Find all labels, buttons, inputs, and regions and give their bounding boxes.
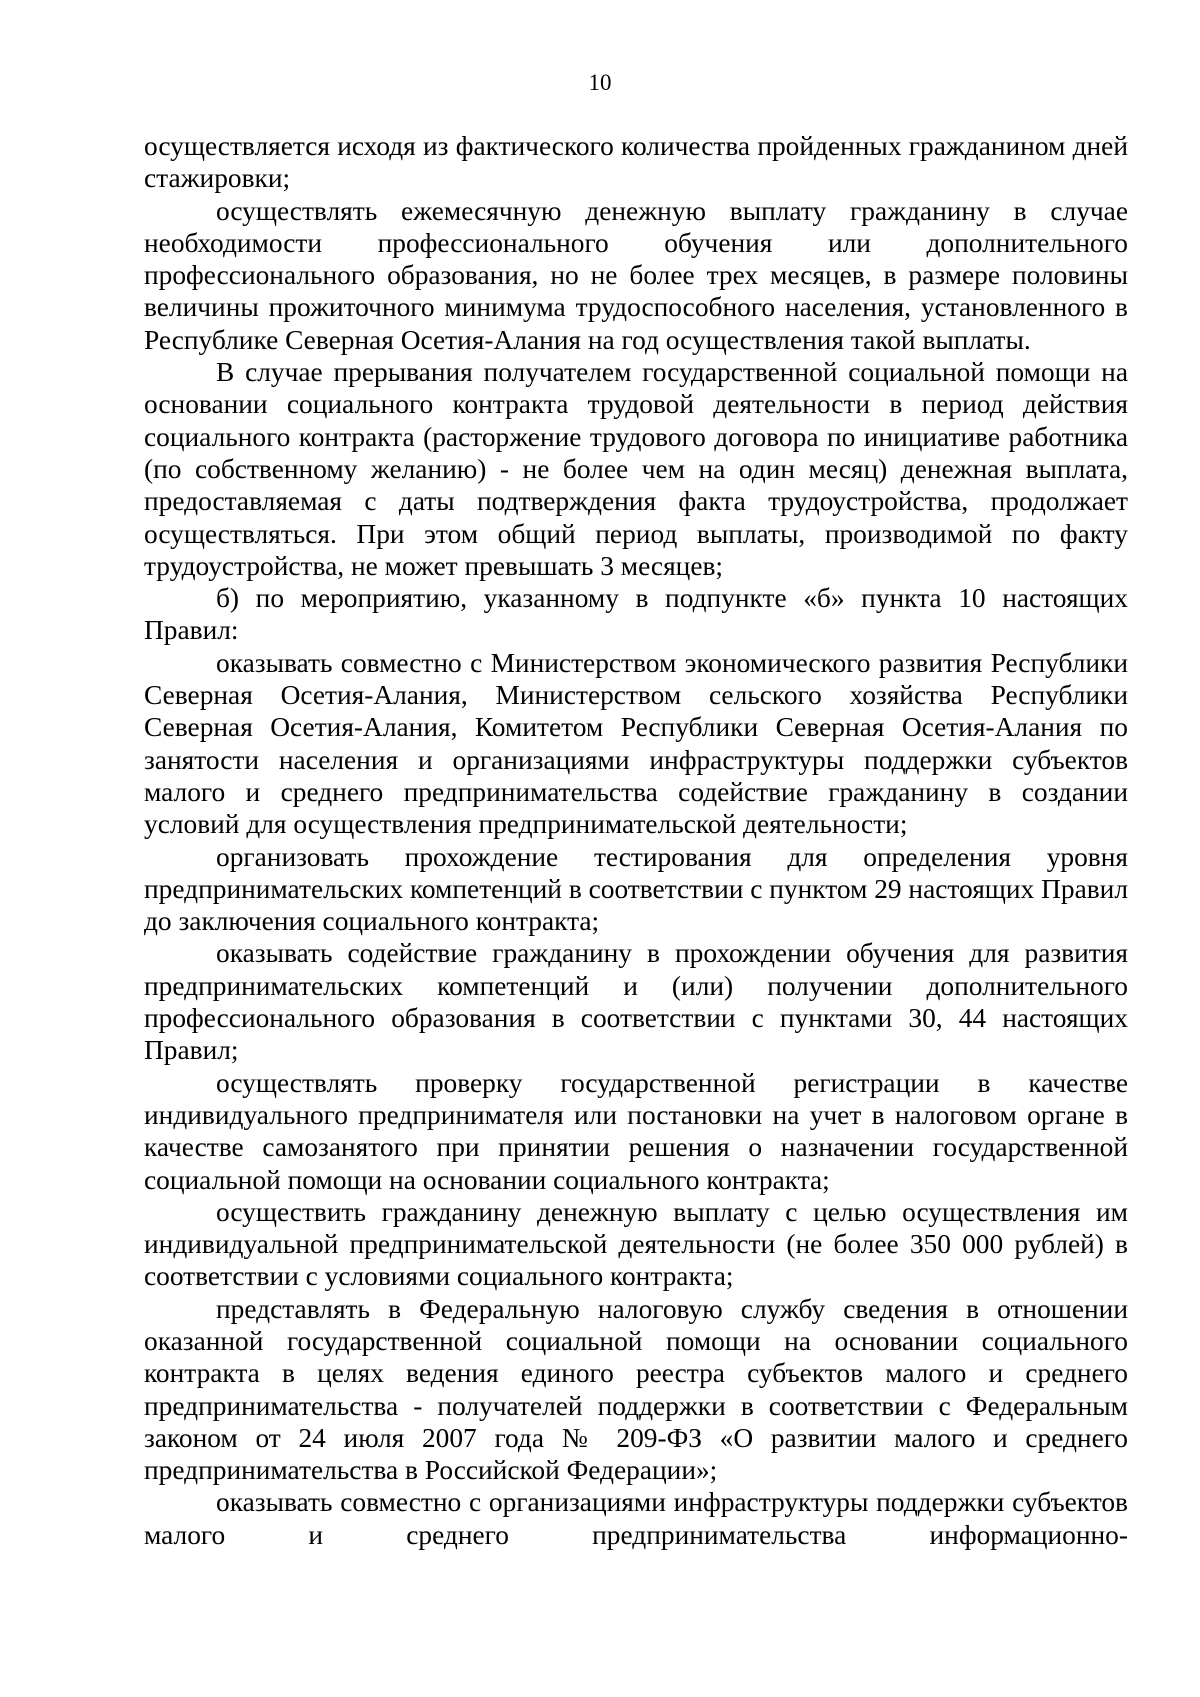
paragraph-9: осуществить гражданину денежную выплату с целью осуществления им индивидуальной предпринимательской деятельности (не более 350 000 рублей) в соответствии с условиями социального контракта; xyxy=(144,1196,1128,1292)
paragraph-5: оказывать совместно с Министерством экономического развития Республики Северная Осетия-Алания, Министерством сельского хозяйства Республики Северная Осетия-Алания, Комитетом Республики Северная Осетия-Алания по занятости населения и организациями инфраструктуры поддержки субъектов малого и среднего предпринимательства содействие гражданину в создании условий для осуществления предпринимательской деятельности; xyxy=(144,647,1128,840)
page-number: 10 xyxy=(588,70,612,95)
paragraph-1: осуществляется исходя из фактического количества пройденных гражданином дней стажировки; xyxy=(144,131,1128,194)
document-body xyxy=(144,130,1128,1551)
paragraph-10: представлять в Федеральную налоговую службу сведения в отношении оказанной государственной социальной помощи на основании социального контракта в целях ведения единого реестра субъектов малого и среднего предпринимательства - получателей поддержки в соответствии с Федеральным законом от 24 июля 2007 года № 209-ФЗ «О развитии малого и среднего предпринимательства в Российской Федерации»; xyxy=(144,1293,1128,1486)
paragraph-4: б) по мероприятию, указанному в подпункте «б» пункта 10 настоящих Правил: xyxy=(144,583,1128,646)
paragraph-6: организовать прохождение тестирования для определения уровня предпринимательских компетенций в соответствии с пунктом 29 настоящих Правил до заключения социального контракта; xyxy=(144,841,1128,937)
paragraph-11: оказывать совместно с организациями инфраструктуры поддержки субъектов малого и среднего предпринимательства информационно- xyxy=(144,1487,1128,1550)
paragraph-2: осуществлять ежемесячную денежную выплату гражданину в случае необходимости профессионального обучения или дополнительного профессионального образования, но не более трех месяцев, в размере половины величины прожиточного минимума трудоспособного населения, установленного в Республике Северная Осетия-Алания на год осуществления такой выплаты. xyxy=(144,195,1128,355)
paragraph-8: осуществлять проверку государственной регистрации в качестве индивидуального предпринимателя или постановки на учет в налоговом органе в качестве самозанятого при принятии решения о назначении государственной социальной помощи на основании социального контракта; xyxy=(144,1067,1128,1195)
paragraph-7: оказывать содействие гражданину в прохождении обучения для развития предпринимательских компетенций и (или) получении дополнительного профессионального образования в соответствии с пунктами 30, 44 настоящих Правил; xyxy=(144,938,1128,1066)
paragraph-3: В случае прерывания получателем государственной социальной помощи на основании социального контракта трудовой деятельности в период действия социального контракта (расторжение трудового договора по инициативе работника (по собственному желанию) - не более чем на один месяц) денежная выплата, предоставляемая с даты подтверждения факта трудоустройства, продолжает осуществляться. При этом общий период выплаты, производимой по факту трудоустройства, не может превышать 3 месяцев; xyxy=(144,357,1128,581)
